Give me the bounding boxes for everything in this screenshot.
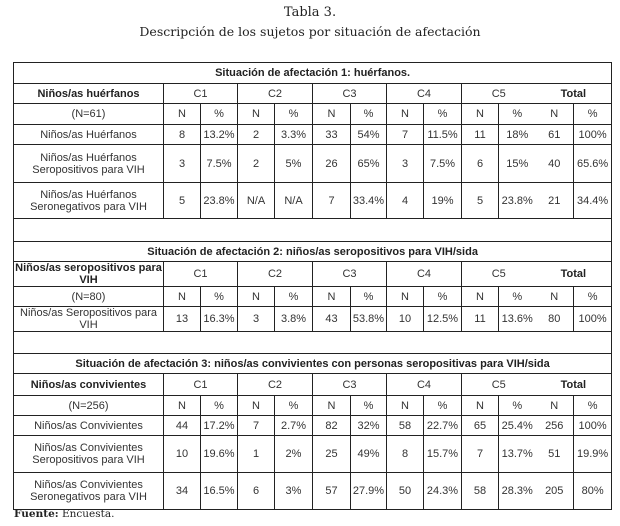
- sub-header: %: [499, 287, 536, 307]
- column-header-row: [14, 84, 612, 104]
- row-label-header: Niños/as convivientes: [14, 374, 164, 396]
- table-cell: 5%: [275, 145, 313, 183]
- sub-header: N: [536, 287, 574, 307]
- table-cell: 16.5%: [201, 473, 238, 510]
- section-title-row: [14, 63, 612, 84]
- table-cell: 82: [313, 416, 351, 436]
- table-cell: 3.8%: [275, 307, 313, 332]
- table-cell: 13.2%: [201, 125, 238, 145]
- table-cell: 33.4%: [351, 183, 387, 219]
- column-header: C3: [313, 84, 387, 104]
- table-row: [14, 416, 612, 436]
- table-row: [14, 307, 612, 332]
- sub-header: %: [499, 396, 536, 416]
- table-cell: 100%: [574, 416, 612, 436]
- table-cell: 3: [387, 145, 424, 183]
- table-cell: 65.6%: [574, 145, 612, 183]
- table-cell: 61: [536, 125, 574, 145]
- sub-header: N: [164, 396, 201, 416]
- table-cell: 13.6%: [499, 307, 536, 332]
- table-cell: 3: [164, 145, 201, 183]
- table-cell: 8: [387, 436, 424, 473]
- table-cell: 2.7%: [275, 416, 313, 436]
- n-label: (N=80): [14, 287, 164, 307]
- table-cell: 33: [313, 125, 351, 145]
- sub-header: N: [387, 104, 424, 125]
- table-cell: 3: [238, 307, 275, 332]
- table-cell: 2: [238, 145, 275, 183]
- column-header: C3: [313, 262, 387, 287]
- section-title-row: [14, 354, 612, 374]
- source-note: [14, 508, 114, 520]
- table-cell: 11.5%: [424, 125, 462, 145]
- table-cell: 26: [313, 145, 351, 183]
- sub-header: %: [424, 104, 462, 125]
- spacer-cell: [14, 332, 612, 354]
- source-label: Fuente:: [14, 508, 59, 520]
- sub-header: N: [462, 104, 499, 125]
- table-cell: 51: [536, 436, 574, 473]
- sub-header: %: [275, 396, 313, 416]
- table-cell: 100%: [574, 307, 612, 332]
- sub-header: %: [275, 287, 313, 307]
- sub-header-row: [14, 396, 612, 416]
- table-cell: 3%: [275, 473, 313, 510]
- row-label: Niños/as Huérfanos Seronegativos para VIH: [14, 183, 164, 219]
- sub-header: N: [387, 287, 424, 307]
- table-cell: 21: [536, 183, 574, 219]
- table-cell: 13.7%: [499, 436, 536, 473]
- table-cell: 7.5%: [424, 145, 462, 183]
- sub-header: %: [351, 287, 387, 307]
- section-title: Situación de afectación 3: niños/as convivientes con personas seropositivas para VIH/sida: [14, 354, 612, 374]
- sub-header: N: [238, 396, 275, 416]
- table-cell: 7: [238, 416, 275, 436]
- column-header: Total: [536, 84, 612, 104]
- table-cell: 19%: [424, 183, 462, 219]
- table-cell: 32%: [351, 416, 387, 436]
- column-header-row: [14, 262, 612, 287]
- sub-header: N: [238, 287, 275, 307]
- table-cell: 205: [536, 473, 574, 510]
- table-cell: 2%: [275, 436, 313, 473]
- sub-header: %: [201, 104, 238, 125]
- table-cell: 6: [462, 145, 499, 183]
- row-label: Niños/as Convivientes Seropositivos para VIH: [14, 436, 164, 473]
- table-cell: 17.2%: [201, 416, 238, 436]
- sub-header: N: [164, 287, 201, 307]
- table-cell: 3.3%: [275, 125, 313, 145]
- table-row: [14, 125, 612, 145]
- table-cell: 57: [313, 473, 351, 510]
- table-cell: N/A: [238, 183, 275, 219]
- column-header: C5: [462, 262, 536, 287]
- table-cell: 1: [238, 436, 275, 473]
- table-cell: 12.5%: [424, 307, 462, 332]
- column-header: C5: [462, 374, 536, 396]
- column-header: C4: [387, 84, 462, 104]
- sub-header: %: [424, 396, 462, 416]
- table-cell: 7.5%: [201, 145, 238, 183]
- column-header: C1: [164, 84, 238, 104]
- table-cell: 58: [462, 473, 499, 510]
- table-row: [14, 183, 612, 219]
- table-cell: 11: [462, 307, 499, 332]
- column-header: C1: [164, 262, 238, 287]
- sub-header: N: [462, 287, 499, 307]
- sub-header: %: [351, 104, 387, 125]
- table-cell: 25: [313, 436, 351, 473]
- table-cell: 34.4%: [574, 183, 612, 219]
- column-header: Total: [536, 262, 612, 287]
- sub-header: %: [574, 287, 612, 307]
- column-header-row: [14, 374, 612, 396]
- table-cell: 34: [164, 473, 201, 510]
- sub-header: %: [424, 287, 462, 307]
- column-header: C1: [164, 374, 238, 396]
- table-cell: 10: [164, 436, 201, 473]
- table-cell: 65%: [351, 145, 387, 183]
- table-cell: 58: [387, 416, 424, 436]
- table-row: [14, 473, 612, 510]
- row-label: Niños/as Huérfanos Seropositivos para VIH: [14, 145, 164, 183]
- n-label: (N=61): [14, 104, 164, 125]
- table-cell: 23.8%: [201, 183, 238, 219]
- section-title: Situación de afectación 1: huérfanos.: [14, 63, 612, 84]
- table-cell: 65: [462, 416, 499, 436]
- source-value: Encuesta.: [61, 508, 115, 520]
- table-cell: N/A: [275, 183, 313, 219]
- table-cell: 7: [313, 183, 351, 219]
- table-row: [14, 436, 612, 473]
- table-title: Tabla 3.: [283, 5, 337, 20]
- table-cell: 8: [164, 125, 201, 145]
- sub-header: N: [536, 396, 574, 416]
- table-cell: 80%: [574, 473, 612, 510]
- table-cell: 18%: [499, 125, 536, 145]
- sub-header: N: [164, 104, 201, 125]
- table-cell: 11: [462, 125, 499, 145]
- table-cell: 22.7%: [424, 416, 462, 436]
- row-label: Niños/as Seropositivos para VIH: [14, 307, 164, 332]
- column-header: C4: [387, 262, 462, 287]
- sub-header: %: [275, 104, 313, 125]
- table-cell: 50: [387, 473, 424, 510]
- table-subtitle: Descripción de los sujetos por situación de afectación: [139, 24, 481, 39]
- column-header: C2: [238, 262, 313, 287]
- table-cell: 53.8%: [351, 307, 387, 332]
- column-header: C3: [313, 374, 387, 396]
- sub-header: N: [462, 396, 499, 416]
- section-title-row: [14, 242, 612, 262]
- sub-header: %: [499, 104, 536, 125]
- table-cell: 5: [164, 183, 201, 219]
- table-cell: 49%: [351, 436, 387, 473]
- table-cell: 43: [313, 307, 351, 332]
- table-cell: 256: [536, 416, 574, 436]
- table-cell: 24.3%: [424, 473, 462, 510]
- sub-header-row: [14, 287, 612, 307]
- sub-header: %: [351, 396, 387, 416]
- sub-header: N: [387, 396, 424, 416]
- table-cell: 28.3%: [499, 473, 536, 510]
- row-label: Niños/as Convivientes Seronegativos para VIH: [14, 473, 164, 510]
- row-label-header: Niños/as huérfanos: [14, 84, 164, 104]
- row-label: Niños/as Convivientes: [14, 416, 164, 436]
- sub-header: %: [201, 396, 238, 416]
- sub-header: N: [313, 287, 351, 307]
- n-label: (N=256): [14, 396, 164, 416]
- sub-header: N: [238, 104, 275, 125]
- section-title: Situación de afectación 2: niños/as seropositivos para VIH/sida: [14, 242, 612, 262]
- table-cell: 19.9%: [574, 436, 612, 473]
- table-cell: 25.4%: [499, 416, 536, 436]
- spacer-cell: [14, 219, 612, 242]
- sub-header: %: [574, 104, 612, 125]
- table-cell: 100%: [574, 125, 612, 145]
- table-cell: 40: [536, 145, 574, 183]
- table-cell: 10: [387, 307, 424, 332]
- table-cell: 44: [164, 416, 201, 436]
- sub-header: N: [536, 104, 574, 125]
- table-cell: 15.7%: [424, 436, 462, 473]
- table-cell: 6: [238, 473, 275, 510]
- spacer-row: [14, 332, 612, 354]
- column-header: Total: [536, 374, 612, 396]
- table-cell: 5: [462, 183, 499, 219]
- table-cell: 2: [238, 125, 275, 145]
- sub-header-row: [14, 104, 612, 125]
- column-header: C5: [462, 84, 536, 104]
- table-cell: 7: [462, 436, 499, 473]
- table-cell: 27.9%: [351, 473, 387, 510]
- table-cell: 16.3%: [201, 307, 238, 332]
- table-cell: 13: [164, 307, 201, 332]
- table-cell: 54%: [351, 125, 387, 145]
- table-cell: 80: [536, 307, 574, 332]
- table-cell: 4: [387, 183, 424, 219]
- sub-header: N: [313, 104, 351, 125]
- column-header: C4: [387, 374, 462, 396]
- spacer-row: [14, 219, 612, 242]
- column-header: C2: [238, 374, 313, 396]
- table-cell: 7: [387, 125, 424, 145]
- table-cell: 23.8%: [499, 183, 536, 219]
- sub-header: %: [201, 287, 238, 307]
- column-header: C2: [238, 84, 313, 104]
- row-label-header: Niños/as seropositivos para VIH: [15, 262, 162, 286]
- sub-header: N: [313, 396, 351, 416]
- table-cell: 19.6%: [201, 436, 238, 473]
- sub-header: %: [574, 396, 612, 416]
- table-cell: 15%: [499, 145, 536, 183]
- row-label: Niños/as Huérfanos: [14, 125, 164, 145]
- table-row: [14, 145, 612, 183]
- data-table: [13, 62, 612, 510]
